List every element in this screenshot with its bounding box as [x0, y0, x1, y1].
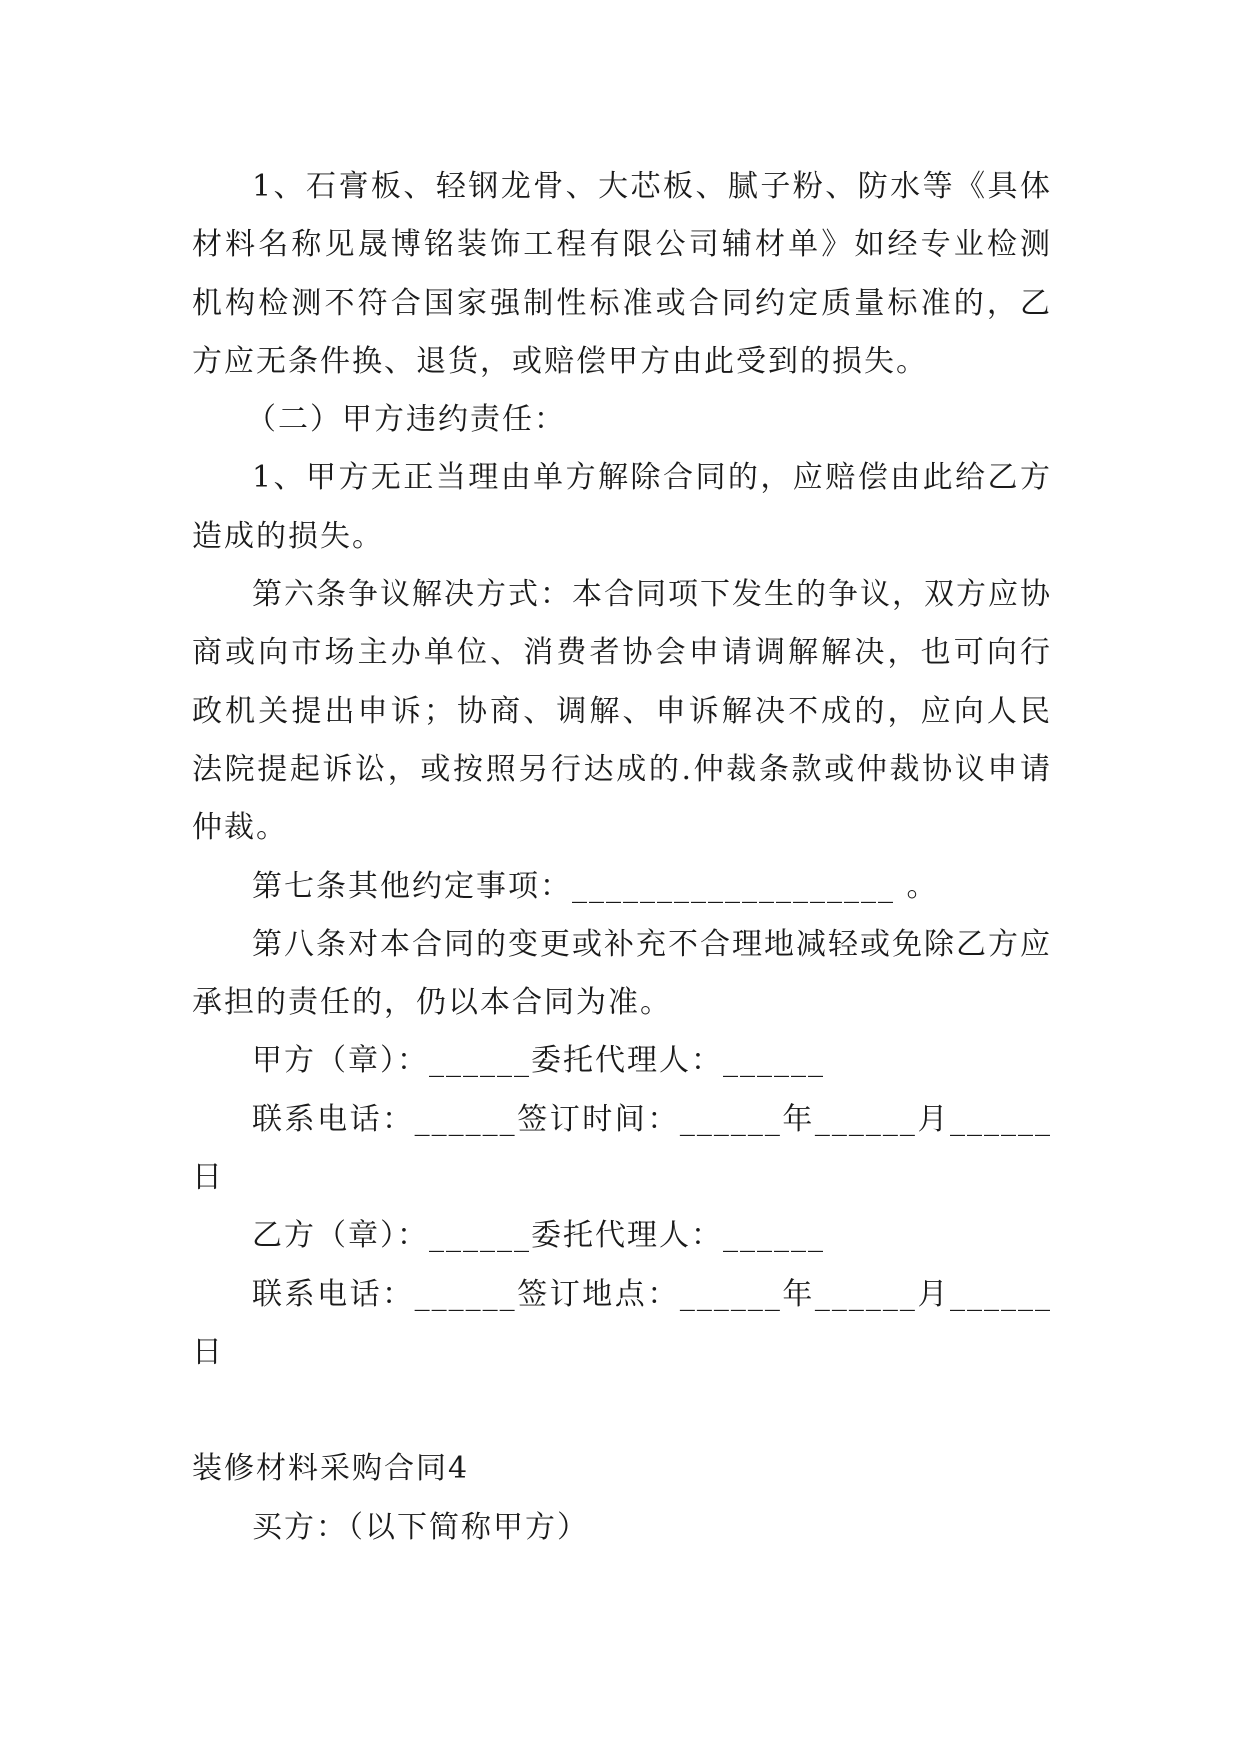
- signature-party-b: 乙方（章）：______委托代理人：______: [252, 1218, 825, 1254]
- paragraph-material-quality: 1、石膏板、轻钢龙骨、大芯板、腻子粉、防水等《具体材料名称见晟博铭装饰工程有限公司辅材单》如经专业检测机构检测不符合国家强制性标准或合同约定质量标准的，乙方应无条件换、退货，或赔偿甲方由此受到的损失。: [192, 169, 1052, 379]
- paragraph-article-6-dispute: 第六条争议解决方式：本合同项下发生的争议，双方应协商或向市场主办单位、消费者协会申请调解解决，也可向行政机关提出申诉；协商、调解、申诉解决不成的，应向人民法院提起诉讼，或按照另行达成的.仲裁条款或仲裁协议申请仲裁。: [192, 577, 1052, 846]
- paragraph-article-8-changes: 第八条对本合同的变更或补充不合理地减轻或免除乙方应承担的责任的，仍以本合同为准。: [192, 926, 1052, 1021]
- section-gap: [192, 1382, 1052, 1440]
- paragraph-article-7-other: 第七条其他约定事项：___________________ 。: [252, 868, 939, 904]
- paragraph-party-a-liability-heading: （二）甲方违约责任：: [246, 402, 566, 438]
- contact-party-b: 联系电话：______签订地点：______年______月______日: [192, 1276, 1052, 1370]
- paragraph-party-a-termination: 1、甲方无正当理由单方解除合同的，应赔偿由此给乙方造成的损失。: [192, 460, 1052, 554]
- signature-party-a: 甲方（章）：______委托代理人：______: [252, 1043, 825, 1079]
- contact-party-a: 联系电话：______签订时间：______年______月______日: [192, 1101, 1052, 1196]
- document-body: [192, 158, 1052, 1557]
- section-title: 装修材料采购合同4: [192, 1451, 470, 1487]
- paragraph-buyer: 买方：（以下简称甲方）: [252, 1509, 589, 1545]
